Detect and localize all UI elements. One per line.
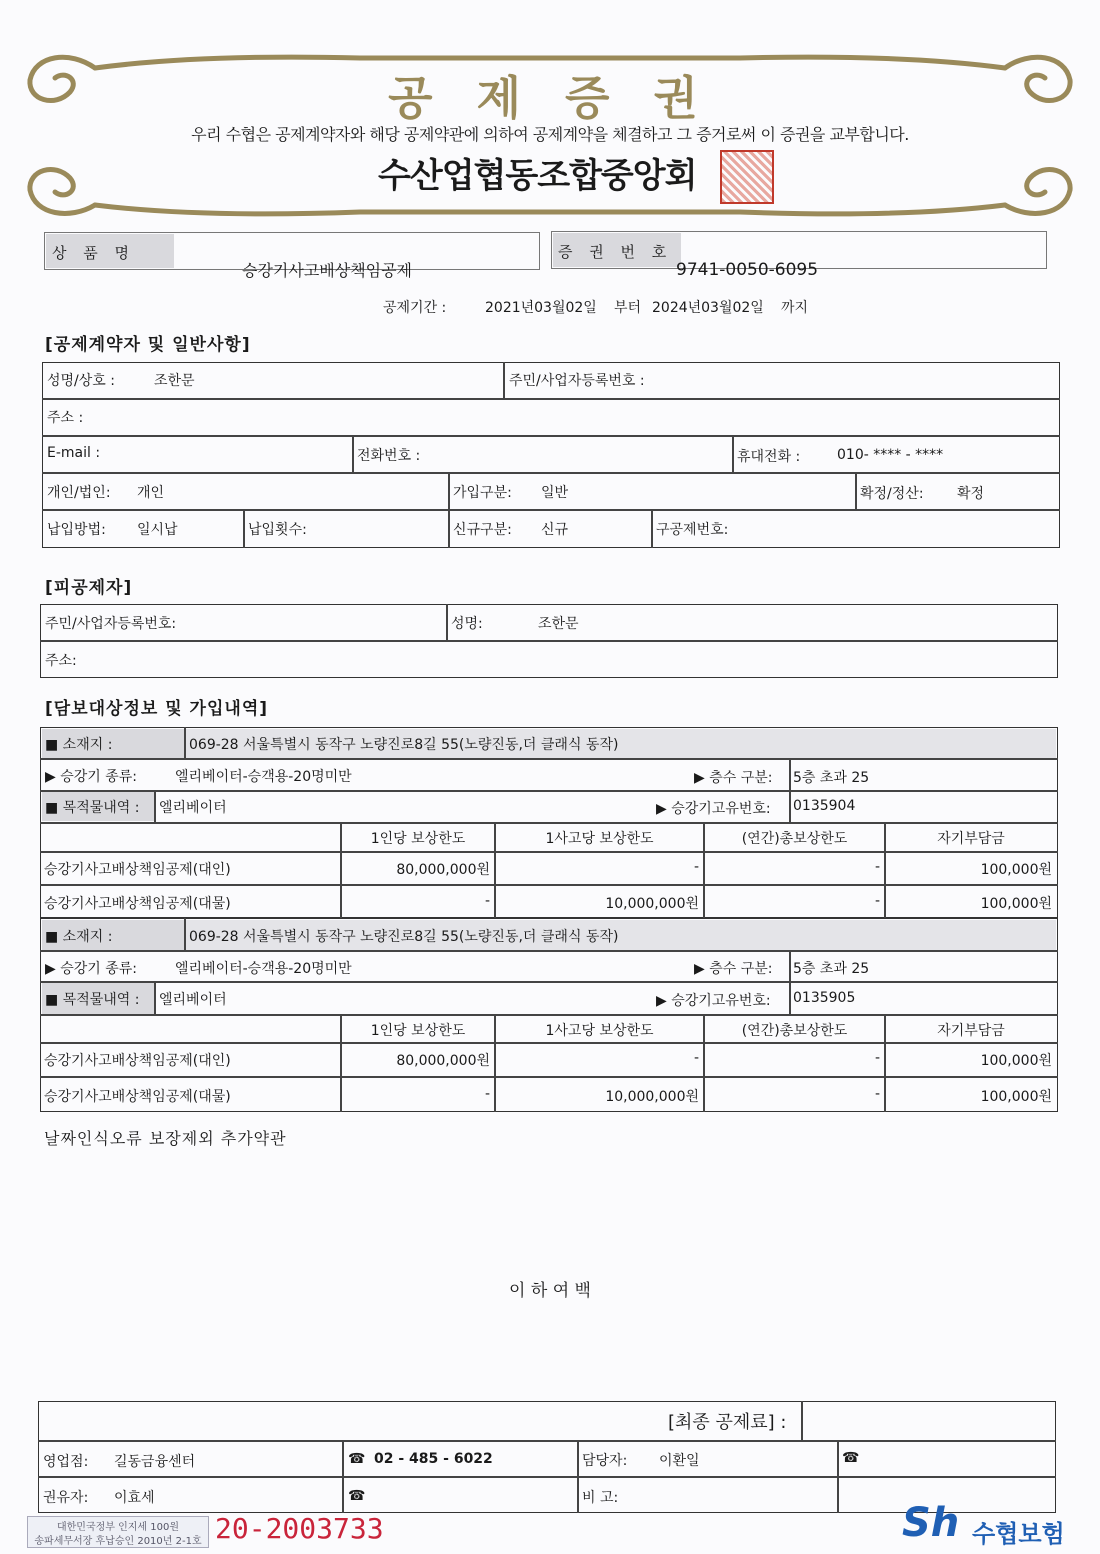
insured-section-title: [피공제자] (45, 578, 133, 598)
contractor-name-value: 조한문 (154, 373, 195, 389)
coverage-row-name: 승강기사고배상책임공제(대물) (44, 896, 231, 912)
object-value: 엘리베이터 (159, 800, 227, 816)
col-header-per-accident: 1사고당 보상한도 (545, 1023, 654, 1039)
unique-no-label: ▶ 승강기고유번호: (656, 801, 771, 817)
sh-logo: Sh (902, 1500, 960, 1546)
coverage-cell: - (484, 893, 490, 909)
contractor-reg-label: 주민/사업자등록번호 : (509, 373, 645, 389)
col-header-annual: (연간)총보상한도 (741, 831, 848, 847)
unique-no-value: 0135904 (793, 798, 856, 814)
coverage-cell: 100,000원 (980, 862, 1052, 878)
floor-label: ▶ 층수 구분: (694, 770, 773, 786)
brand-name: 수협보험 (972, 1520, 1065, 1548)
floor-value: 5층 초과 25 (793, 961, 870, 977)
location-label: ■ 소재지 : (45, 929, 113, 945)
object-label: ■ 목적물내역 : (45, 992, 140, 1008)
coverage-cell: 10,000,000원 (605, 1089, 699, 1105)
contractor-mobile-value: 010- **** - **** (837, 447, 944, 463)
col-header-deductible: 자기부담금 (937, 1023, 1005, 1039)
extra-clause: 날짜인식오류 보장제외 추가약관 (44, 1129, 287, 1148)
coverage-cell: - (874, 859, 880, 875)
tax-stamp-line2: 송파세무서장 후납승인 2010년 2-1호 (34, 1536, 202, 1547)
manager-value: 이환일 (659, 1453, 700, 1469)
elevator-type-label: ▶ 승강기 종류: (45, 961, 138, 977)
insured-reg-label: 주민/사업자등록번호: (45, 616, 177, 632)
location-label: ■ 소재지 : (45, 737, 113, 753)
serial-number: 20-2003733 (215, 1512, 384, 1545)
blank-note: 이 하 여 백 (509, 1281, 591, 1301)
contractor-type-value: 개인 (137, 485, 165, 501)
floor-value: 5층 초과 25 (793, 770, 870, 786)
period-label: 공제기간 : (383, 300, 447, 316)
telephone-icon: ☎ (348, 1488, 366, 1504)
unique-no-value: 0135905 (793, 990, 856, 1006)
contractor-pay-count-label: 납입횟수: (248, 522, 307, 538)
contractor-join-value: 일반 (541, 485, 569, 501)
coverage-cell: - (874, 1086, 880, 1102)
contractor-old-no-label: 구공제번호: (656, 522, 729, 538)
branch-phone: 02 - 485 - 6022 (374, 1451, 493, 1467)
coverage-row-name: 승강기사고배상책임공제(대물) (44, 1089, 231, 1105)
recommender-value: 이효세 (114, 1490, 155, 1506)
page-title: 공 제 증 권 (388, 71, 712, 125)
tax-stamp-line1: 대한민국정부 인지세 100원 (56, 1522, 180, 1533)
col-header-per-accident: 1사고당 보상한도 (545, 831, 654, 847)
coverage-cell: - (874, 893, 880, 909)
coverage-cell: 100,000원 (980, 896, 1052, 912)
contractor-settle-value: 확정 (957, 486, 985, 502)
contractor-settle-label: 확정/정산: (860, 486, 924, 502)
contractor-new-value: 신규 (541, 522, 569, 538)
contractor-section-title: [공제계약자 및 일반사항] (45, 335, 251, 355)
period-to-word: 까지 (781, 300, 809, 316)
contractor-name-label: 성명/상호 : (47, 373, 115, 389)
coverage-cell: - (484, 1086, 490, 1102)
coverage-row-name: 승강기사고배상책임공제(대인) (44, 862, 231, 878)
coverage-cell: 80,000,000원 (396, 862, 490, 878)
branch-label: 영업점: (43, 1454, 89, 1470)
object-label: ■ 목적물내역 : (45, 800, 140, 816)
period-to: 2024년03월02일 (652, 300, 764, 316)
elevator-type-value: 엘리베이터-승객용-20명미만 (175, 961, 352, 977)
location-value: 069-28 서울특별시 동작구 노량진로8길 55(노량진동,더 클래식 동작) (189, 929, 619, 945)
official-seal-stamp (720, 150, 774, 204)
note-label: 비 고: (582, 1490, 619, 1506)
branch-value: 길동금융센터 (114, 1454, 196, 1470)
object-value: 엘리베이터 (159, 992, 227, 1008)
cert-label: 증 권 번 호 (558, 243, 673, 261)
org-name: 수산업협동조합중앙회 (378, 156, 697, 196)
coverage-cell: 80,000,000원 (396, 1053, 490, 1069)
contractor-email-label: E-mail : (47, 445, 101, 461)
elevator-type-value: 엘리베이터-승객용-20명미만 (175, 769, 352, 785)
final-premium-label: [최종 공제료] : (668, 1412, 787, 1433)
coverage-cell: - (693, 1050, 699, 1066)
telephone-icon: ☎ (842, 1450, 860, 1466)
product-value: 승강기사고배상책임공제 (242, 261, 413, 280)
floor-label: ▶ 층수 구분: (694, 961, 773, 977)
contractor-address-label: 주소 : (47, 410, 84, 426)
contractor-phone-label: 전화번호 : (357, 448, 421, 464)
cert-number: 9741-0050-6095 (676, 260, 819, 280)
contractor-new-label: 신규구분: (453, 522, 512, 538)
contractor-join-label: 가입구분: (453, 485, 512, 501)
contractor-type-label: 개인/법인: (47, 485, 111, 501)
col-header-annual: (연간)총보상한도 (741, 1023, 848, 1039)
col-header-per-person: 1인당 보상한도 (370, 1023, 466, 1039)
coverage-cell: 10,000,000원 (605, 896, 699, 912)
telephone-icon: ☎ (348, 1451, 366, 1467)
col-header-deductible: 자기부담금 (937, 831, 1005, 847)
period-from: 2021년03월02일 (485, 300, 597, 316)
insured-address-label: 주소: (45, 653, 77, 669)
coverage-section-title: [담보대상정보 및 가입내역] (45, 699, 269, 719)
coverage-row-name: 승강기사고배상책임공제(대인) (44, 1053, 231, 1069)
period-from-word: 부터 (614, 300, 642, 316)
product-label: 상 품 명 (52, 244, 136, 262)
coverage-cell: - (874, 1050, 880, 1066)
col-header-per-person: 1인당 보상한도 (370, 831, 466, 847)
elevator-type-label: ▶ 승강기 종류: (45, 769, 138, 785)
manager-label: 담당자: (582, 1453, 628, 1469)
contractor-mobile-label: 휴대전화 : (737, 449, 801, 465)
location-value: 069-28 서울특별시 동작구 노량진로8길 55(노량진동,더 클래식 동작) (189, 737, 619, 753)
header-subtitle: 우리 수협은 공제계약자와 해당 공제약관에 의하여 공제계약을 체결하고 그 증거로써 이 증권을 교부합니다. (191, 125, 909, 144)
contractor-pay-method-value: 일시납 (137, 522, 178, 538)
coverage-cell: 100,000원 (980, 1053, 1052, 1069)
insured-name-value: 조한문 (538, 616, 579, 632)
coverage-cell: 100,000원 (980, 1089, 1052, 1105)
coverage-cell: - (693, 859, 699, 875)
recommender-label: 권유자: (43, 1490, 89, 1506)
unique-no-label: ▶ 승강기고유번호: (656, 993, 771, 1009)
insured-name-label: 성명: (451, 616, 483, 632)
contractor-pay-method-label: 납입방법: (47, 522, 106, 538)
